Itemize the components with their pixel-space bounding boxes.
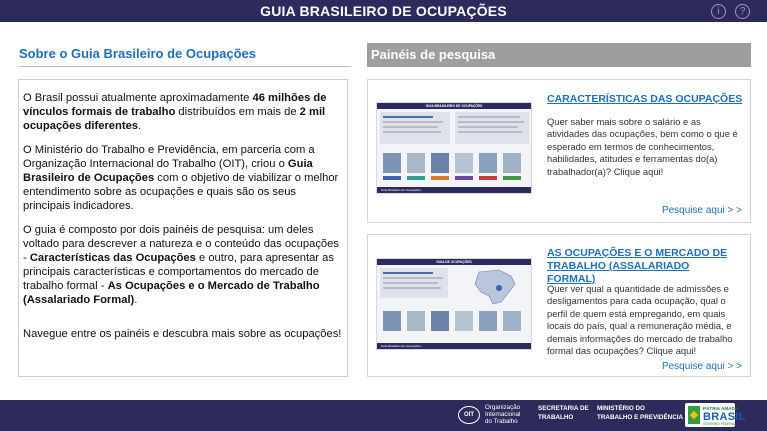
thumb-line: [383, 121, 443, 123]
p2-text-a: O Ministério do Trabalho e Previdência, em parceria com a Organização Internacional do Trabalho (OIT), criou o: [23, 144, 315, 170]
thumb-tile: [431, 311, 449, 331]
oit-line-3: do Trabalho: [485, 418, 518, 425]
about-paragraph-3: [23, 223, 343, 307]
thumb-tile: [383, 153, 401, 173]
oit-label: [485, 404, 520, 425]
thumb-line: [458, 116, 520, 118]
p3-text-c: e outro, para apresentar as principais características e comportamentos do mercado de trabalho formal -: [23, 252, 334, 292]
ministerio-line-2: TRABALHO E PREVIDÊNCIA: [597, 414, 684, 421]
panel-card-caracteristicas[interactable]: [367, 79, 751, 223]
panel-title-mercado[interactable]: AS OCUPAÇÕES E O MERCADO DE TRABALHO (ASSALARIADO FORMAL): [547, 247, 728, 285]
thumb-tile: [455, 153, 473, 173]
about-paragraph-4: Navegue entre os painéis e descubra mais sobre as ocupações!: [23, 328, 342, 340]
thumb-tile: [383, 311, 401, 331]
thumb-color-bar: [455, 176, 473, 180]
brasil-text: BRASIL: [703, 411, 746, 423]
thumb-footer-text: Guia Brasileiro de Ocupações: [381, 188, 421, 192]
thumb-line: [383, 131, 441, 133]
p3-bold-caracteristicas: Características das Ocupações: [29, 252, 196, 264]
governo-federal-logo[interactable]: [685, 403, 746, 427]
thumb-tile: [407, 311, 425, 331]
p2-text-c: com o objetivo de viabilizar o melhor entendimento sobre as ocupações e quais são os seus principais indicadores.: [23, 172, 339, 212]
panel-title-caracteristicas[interactable]: CARACTERÍSTICAS DAS OCUPAÇÕES: [547, 93, 743, 105]
thumb-line: [383, 116, 433, 118]
thumb-header: [377, 259, 531, 265]
secretaria-line-2: TRABALHO: [538, 414, 574, 421]
thumb-footer-text: Guia Brasileiro de Ocupações: [381, 344, 421, 348]
info-icon[interactable]: i: [711, 4, 726, 19]
search-link-mercado[interactable]: Pesquise aqui > >: [661, 361, 742, 372]
thumb-tile: [479, 311, 497, 331]
thumb-tile: [431, 153, 449, 173]
thumb-color-bar: [503, 176, 521, 180]
thumb-tile: [455, 311, 473, 331]
search-link-caracteristicas[interactable]: Pesquise aqui > >: [661, 205, 742, 216]
brazil-flag-icon: [688, 406, 700, 424]
about-section-title: Sobre o Guia Brasileiro de Ocupações: [19, 46, 256, 61]
thumb-header-text: GUIA BRASILEIRO DE OCUPAÇÕES: [425, 104, 483, 108]
brazil-map-icon: [469, 268, 519, 306]
thumb-line: [383, 126, 438, 128]
p1-text-a: O Brasil possui atualmente aproximadamente: [23, 92, 253, 104]
about-text-box: [18, 79, 348, 377]
thumb-color-bar: [383, 176, 401, 180]
governo-federal-text: GOVERNO FEDERAL: [703, 422, 736, 426]
research-panels-header: Painéis de pesquisa: [367, 43, 751, 67]
thumb-header: [377, 103, 531, 109]
thumb-tile: [503, 153, 521, 173]
thumb-line: [383, 272, 433, 274]
secretaria-line-1: SECRETARIA DE: [538, 405, 589, 412]
about-paragraph-1: [23, 91, 343, 133]
panel-thumbnail-caracteristicas[interactable]: [376, 102, 532, 194]
ministerio-line-1: MINISTÉRIO DO: [597, 405, 645, 412]
thumb-footer: [377, 343, 531, 349]
p3-text-a: O guia é composto por dois painéis de pesquisa: um deles voltado para descrever a natureza e o conteúdo das ocupações -: [23, 224, 339, 264]
thumb-header-text: GUIA DE OCUPAÇÕES: [436, 260, 472, 264]
thumb-line: [458, 121, 524, 123]
thumb-line: [383, 282, 438, 284]
help-icon[interactable]: ?: [735, 4, 750, 19]
thumb-tile: [479, 153, 497, 173]
panel-description-mercado: Quer ver qual a quantidade de admissões e desligamentos para cada ocupação, qual o perfil de quem está empregando, em quais locais do país, qual a remuneração média, e demais informações do mercado de trabalho formal das ocupações? Clique aqui!: [547, 283, 733, 357]
about-paragraph-2: [23, 143, 343, 213]
page-title: GUIA BRASILEIRO DE OCUPAÇÕES: [260, 3, 507, 19]
thumb-line: [458, 131, 522, 133]
thumb-line: [458, 126, 518, 128]
panel-card-mercado[interactable]: [367, 234, 751, 377]
thumb-line: [383, 277, 443, 279]
thumb-color-bar: [431, 176, 449, 180]
panel-thumbnail-mercado[interactable]: [376, 258, 532, 350]
ministerio-label: [597, 404, 683, 422]
section-divider: [19, 66, 351, 67]
oit-logo-icon[interactable]: OIT: [458, 406, 480, 424]
thumb-tile: [407, 153, 425, 173]
p3-bold-mercado: As Ocupações e o Mercado de Trabalho (Assalariado Formal): [23, 280, 320, 306]
p1-text-e: .: [138, 120, 142, 132]
patria-amada-text: PÁTRIA AMADA: [703, 406, 739, 411]
thumb-tile: [503, 311, 521, 331]
thumb-footer: [377, 187, 531, 193]
p1-bold-vinculos: 46 milhões de vínculos formais de trabalho: [23, 92, 327, 118]
thumb-color-bar: [479, 176, 497, 180]
top-header-bar: [0, 0, 767, 22]
panel-description-caracteristicas: Quer saber mais sobre o salário e as atividades das ocupações, bem como o que é esperado em termos de conhecimentos, habilidades, atitudes e ferramentas do(a) trabalhador(a)? Clique aqui!: [547, 116, 738, 177]
thumb-line: [383, 287, 441, 289]
oit-line-2: Internacional: [485, 411, 521, 418]
p1-bold-ocupacoes: 2 mil ocupações diferentes: [23, 106, 326, 132]
p1-text-c: distribuídos em mais de: [175, 106, 300, 118]
p2-bold-guia: Guia Brasileiro de Ocupações: [23, 158, 313, 184]
oit-line-1: Organização: [485, 404, 521, 411]
p3-text-e: .: [134, 294, 138, 306]
thumb-color-bar: [407, 176, 425, 180]
secretaria-label: [538, 404, 589, 422]
